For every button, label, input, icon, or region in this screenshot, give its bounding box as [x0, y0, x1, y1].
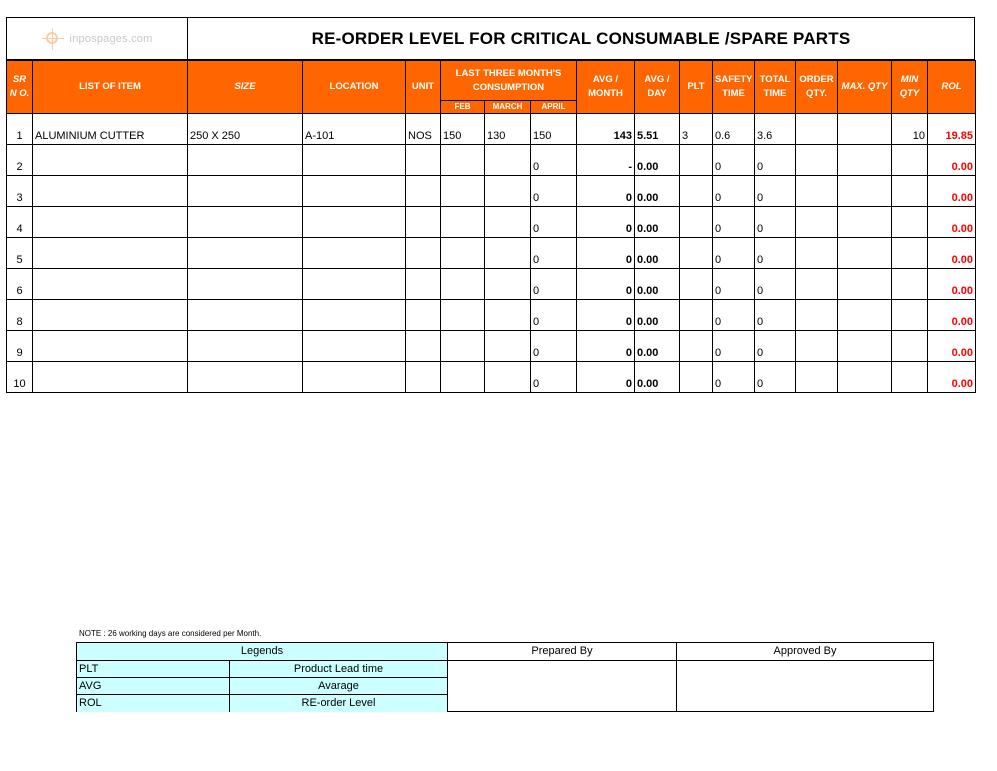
cell-location	[303, 238, 406, 269]
cell-location	[303, 269, 406, 300]
header-consumption: LAST THREE MONTH'S CONSUMPTION	[441, 61, 577, 101]
legend-value: RE-order Level	[301, 697, 376, 709]
prepared-by-label: Prepared By	[448, 643, 677, 661]
cell-min-qty	[892, 269, 928, 300]
cell-avg-month: -	[577, 145, 635, 176]
cell-sr: 1	[7, 114, 33, 145]
table-row	[7, 300, 976, 331]
header-order-qty: ORDER QTY.	[796, 61, 838, 114]
cell-max-qty	[838, 238, 892, 269]
cell-avg-month: 0	[577, 362, 635, 393]
cell-max-qty	[838, 269, 892, 300]
cell-item: ALUMINIUM CUTTER	[33, 114, 188, 145]
table-row	[7, 238, 976, 269]
header-plt: PLT	[680, 61, 713, 114]
cell-march	[485, 145, 531, 176]
cell-max-qty	[838, 331, 892, 362]
cell-max-qty	[838, 362, 892, 393]
cell-safety: 0	[713, 145, 755, 176]
cell-order-qty	[796, 331, 838, 362]
header-april: APRIL	[531, 101, 577, 114]
cell-avg-day: 0.00	[635, 331, 680, 362]
header-avg-day: AVG / DAY	[635, 61, 680, 114]
cell-order-qty	[796, 176, 838, 207]
legend-key: PLT	[77, 661, 230, 677]
cell-avg-day: 0.00	[635, 207, 680, 238]
cell-avg-day: 0.00	[635, 362, 680, 393]
cell-location	[303, 145, 406, 176]
cell-sr: 4	[7, 207, 33, 238]
cell-avg-month: 0	[577, 238, 635, 269]
prepared-by-signature-area	[448, 661, 677, 711]
cell-march: 130	[485, 114, 531, 145]
logo-cell	[7, 18, 188, 59]
cell-rol: 0.00	[928, 269, 976, 300]
cell-rol: 0.00	[928, 176, 976, 207]
legend-box	[76, 642, 934, 712]
cell-order-qty	[796, 114, 838, 145]
cell-avg-day: 0.00	[635, 238, 680, 269]
cell-min-qty	[892, 176, 928, 207]
legend-value: Avarage	[318, 680, 359, 692]
cell-plt	[680, 300, 713, 331]
cell-order-qty	[796, 207, 838, 238]
cell-min-qty	[892, 145, 928, 176]
cell-safety: 0	[713, 269, 755, 300]
cell-safety: 0	[713, 176, 755, 207]
cell-safety: 0	[713, 207, 755, 238]
cell-feb	[441, 331, 485, 362]
approved-by-label: Approved By	[677, 643, 933, 661]
cell-march	[485, 269, 531, 300]
cell-unit	[406, 145, 441, 176]
cell-order-qty	[796, 145, 838, 176]
cell-size	[188, 300, 303, 331]
cell-total: 0	[755, 176, 796, 207]
header-rol: ROL	[928, 61, 976, 114]
cell-size	[188, 176, 303, 207]
cell-order-qty	[796, 300, 838, 331]
legends-heading: Legends	[77, 643, 448, 661]
logo	[42, 28, 153, 50]
cell-min-qty	[892, 207, 928, 238]
cell-april: 0	[531, 300, 577, 331]
cell-max-qty	[838, 176, 892, 207]
cell-march	[485, 238, 531, 269]
legend-row	[77, 661, 448, 678]
cell-unit	[406, 269, 441, 300]
header-avg-month: AVG / MONTH	[577, 61, 635, 114]
cell-total: 0	[755, 269, 796, 300]
cell-april: 0	[531, 362, 577, 393]
cell-safety: 0.6	[713, 114, 755, 145]
cell-item	[33, 207, 188, 238]
cell-unit	[406, 362, 441, 393]
cell-total: 0	[755, 145, 796, 176]
cell-location	[303, 176, 406, 207]
cell-size	[188, 145, 303, 176]
cell-april: 0	[531, 176, 577, 207]
cell-avg-month: 0	[577, 176, 635, 207]
cell-feb	[441, 362, 485, 393]
header-row	[7, 61, 976, 101]
cell-march	[485, 207, 531, 238]
table-row	[7, 269, 976, 300]
cell-order-qty	[796, 238, 838, 269]
cell-feb	[441, 238, 485, 269]
cell-rol: 0.00	[928, 300, 976, 331]
table-row	[7, 176, 976, 207]
cell-april: 0	[531, 238, 577, 269]
note-text: NOTE : 26 working days are considered per Month.	[79, 629, 262, 638]
cell-avg-day: 0.00	[635, 300, 680, 331]
cell-feb	[441, 145, 485, 176]
cell-location	[303, 207, 406, 238]
legend-value: Product Lead time	[293, 663, 384, 675]
cell-feb	[441, 176, 485, 207]
cell-sr: 8	[7, 300, 33, 331]
page-title: RE-ORDER LEVEL FOR CRITICAL CONSUMABLE /SPARE PARTS	[311, 28, 851, 48]
cell-april: 150	[531, 114, 577, 145]
cell-total: 0	[755, 362, 796, 393]
title-block	[6, 17, 975, 60]
cell-item	[33, 300, 188, 331]
header-min-qty: MIN QTY	[892, 61, 928, 114]
cell-safety: 0	[713, 331, 755, 362]
cell-plt	[680, 238, 713, 269]
table-row	[7, 362, 976, 393]
cell-plt	[680, 269, 713, 300]
cell-plt	[680, 331, 713, 362]
cell-safety: 0	[713, 362, 755, 393]
table-row	[7, 207, 976, 238]
cell-unit	[406, 238, 441, 269]
cell-feb	[441, 207, 485, 238]
legend-key: ROL	[77, 695, 230, 712]
cell-avg-day: 5.51	[635, 114, 680, 145]
cell-total: 0	[755, 207, 796, 238]
cell-max-qty	[838, 300, 892, 331]
cell-feb	[441, 269, 485, 300]
header-march: MARCH	[485, 101, 531, 114]
cell-size	[188, 331, 303, 362]
cell-sr: 6	[7, 269, 33, 300]
cell-size	[188, 207, 303, 238]
cell-april: 0	[531, 145, 577, 176]
header-safety-time: SAFETY TIME	[713, 61, 755, 114]
cell-min-qty	[892, 300, 928, 331]
cell-location	[303, 362, 406, 393]
crosshair-logo-icon	[42, 28, 64, 50]
cell-max-qty	[838, 145, 892, 176]
cell-size	[188, 238, 303, 269]
header-list-of-item: LIST OF ITEM	[33, 61, 188, 114]
cell-location: A-101	[303, 114, 406, 145]
cell-april: 0	[531, 331, 577, 362]
legend-row	[77, 695, 448, 712]
cell-rol: 0.00	[928, 207, 976, 238]
cell-unit	[406, 207, 441, 238]
cell-item	[33, 362, 188, 393]
cell-location	[303, 300, 406, 331]
cell-plt	[680, 145, 713, 176]
table-row	[7, 114, 976, 145]
header-max-qty: MAX. QTY	[838, 61, 892, 114]
cell-avg-month: 0	[577, 207, 635, 238]
cell-april: 0	[531, 207, 577, 238]
cell-feb: 150	[441, 114, 485, 145]
table-row	[7, 331, 976, 362]
cell-max-qty	[838, 207, 892, 238]
cell-size	[188, 269, 303, 300]
cell-item	[33, 331, 188, 362]
cell-sr: 10	[7, 362, 33, 393]
cell-sr: 2	[7, 145, 33, 176]
cell-total: 0	[755, 238, 796, 269]
cell-min-qty	[892, 362, 928, 393]
cell-avg-month: 0	[577, 269, 635, 300]
cell-min-qty: 10	[892, 114, 928, 145]
cell-plt	[680, 207, 713, 238]
cell-unit	[406, 300, 441, 331]
cell-item	[33, 145, 188, 176]
cell-order-qty	[796, 269, 838, 300]
reorder-table	[6, 60, 976, 393]
cell-avg-month: 0	[577, 331, 635, 362]
cell-size: 250 X 250	[188, 114, 303, 145]
cell-rol: 0.00	[928, 238, 976, 269]
cell-min-qty	[892, 331, 928, 362]
cell-unit: NOS	[406, 114, 441, 145]
cell-rol: 19.85	[928, 114, 976, 145]
cell-item	[33, 269, 188, 300]
cell-avg-day: 0.00	[635, 269, 680, 300]
cell-unit	[406, 176, 441, 207]
cell-item	[33, 176, 188, 207]
cell-march	[485, 362, 531, 393]
logo-text: inpospages.com	[69, 32, 153, 45]
cell-avg-month: 0	[577, 300, 635, 331]
cell-sr: 5	[7, 238, 33, 269]
cell-sr: 3	[7, 176, 33, 207]
cell-item	[33, 238, 188, 269]
cell-avg-month: 143	[577, 114, 635, 145]
cell-march	[485, 331, 531, 362]
cell-unit	[406, 331, 441, 362]
cell-march	[485, 176, 531, 207]
cell-march	[485, 300, 531, 331]
header-location: LOCATION	[303, 61, 406, 114]
cell-total: 0	[755, 331, 796, 362]
cell-avg-day: 0.00	[635, 176, 680, 207]
cell-rol: 0.00	[928, 331, 976, 362]
cell-max-qty	[838, 114, 892, 145]
header-total-time: TOTAL TIME	[755, 61, 796, 114]
cell-safety: 0	[713, 300, 755, 331]
legend-row	[77, 678, 448, 695]
header-size: SIZE	[188, 61, 303, 114]
cell-total: 0	[755, 300, 796, 331]
cell-april: 0	[531, 269, 577, 300]
cell-plt	[680, 176, 713, 207]
cell-plt	[680, 362, 713, 393]
cell-rol: 0.00	[928, 362, 976, 393]
header-sr-no: SR N O.	[7, 61, 33, 114]
cell-rol: 0.00	[928, 145, 976, 176]
cell-min-qty	[892, 238, 928, 269]
cell-safety: 0	[713, 238, 755, 269]
legend-key: AVG	[77, 678, 230, 694]
cell-plt: 3	[680, 114, 713, 145]
table-row	[7, 145, 976, 176]
cell-size	[188, 362, 303, 393]
cell-feb	[441, 300, 485, 331]
cell-order-qty	[796, 362, 838, 393]
cell-avg-day: 0.00	[635, 145, 680, 176]
header-feb: FEB	[441, 101, 485, 114]
cell-location	[303, 331, 406, 362]
cell-sr: 9	[7, 331, 33, 362]
header-unit: UNIT	[406, 61, 441, 114]
cell-total: 3.6	[755, 114, 796, 145]
